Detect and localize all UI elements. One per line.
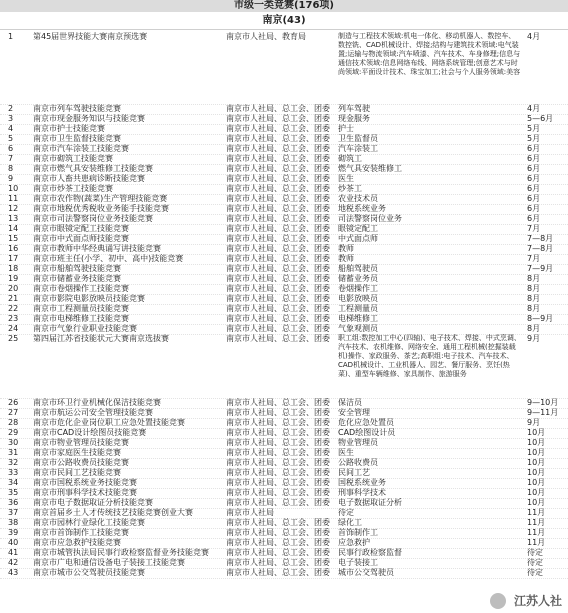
row-number: 24	[8, 324, 19, 333]
competition-name: 南京市城市公交驾驶员技能竞赛	[33, 568, 145, 577]
row-number: 4	[8, 124, 14, 133]
competition-table	[0, 32, 568, 613]
row-number: 34	[8, 478, 19, 487]
job-type: 待定	[338, 508, 354, 517]
time-period: 10月	[527, 438, 546, 447]
time-period: 8月	[527, 294, 541, 303]
competition-name: 南京市环卫行业机械化保洁技能竞赛	[33, 398, 161, 407]
job-type: 民间工艺	[338, 468, 370, 477]
job-type: 燃气具安装维修工	[338, 164, 402, 173]
time-period: 6月	[527, 164, 541, 173]
competition-name: 南京市卷烟操作工技能竞赛	[33, 284, 129, 293]
row-number: 15	[8, 234, 19, 243]
time-period: 4月	[527, 104, 541, 113]
organizer: 南京市人社局、总工会、团委	[226, 134, 330, 143]
row-number: 22	[8, 304, 19, 313]
organizer: 南京市人社局、总工会、团委	[226, 244, 330, 253]
organizer: 南京市人社局、总工会、团委	[226, 334, 330, 343]
job-type: 电影放映员	[338, 294, 378, 303]
competition-name: 南京市地税优秀税收业务能手技能竞赛	[33, 204, 169, 213]
organizer: 南京市人社局、总工会、团委	[226, 154, 330, 163]
job-type: 储蓄业务员	[338, 274, 378, 283]
competition-name: 南京市中式面点师技能竞赛	[33, 234, 129, 243]
time-period: 7月	[527, 224, 541, 233]
job-type: 眼镜定配工	[338, 224, 378, 233]
time-period: 8月	[527, 274, 541, 283]
job-type: 教师	[338, 254, 354, 263]
time-period: 6月	[527, 194, 541, 203]
row-number: 9	[8, 174, 14, 183]
row-number: 16	[8, 244, 19, 253]
organizer: 南京市人社局、总工会、团委	[226, 458, 330, 467]
job-type: 中式面点师	[338, 234, 378, 243]
competition-name: 南京市电子数据取证分析技能竞赛	[33, 498, 153, 507]
organizer: 南京市人社局、总工会、团委	[226, 324, 330, 333]
organizer: 南京市人社局、总工会、团委	[226, 488, 330, 497]
job-type: 物业管理员	[338, 438, 378, 447]
time-period: 6月	[527, 214, 541, 223]
watermark	[490, 592, 562, 610]
job-type: 现金服务	[338, 114, 370, 123]
time-period: 待定	[527, 568, 543, 577]
table-row	[0, 568, 568, 579]
competition-name: 南京市首饰制作工技能竞赛	[33, 528, 129, 537]
job-type: 职工组:数控加工中心(四轴)、电子技术、焊接、中式烹调、汽车技术、农机维修、网络安全、通用工程机械(挖掘装载机)操作、家政服务、茶艺;高职组:电子技术、汽车技术、CAD机械设计、工业机器人、园艺、餐厅服务、烹饪(热菜)、重型车辆维修、家具制作、旅游服务	[338, 334, 521, 378]
time-period: 10月	[527, 428, 546, 437]
time-period: 10月	[527, 488, 546, 497]
row-number: 25	[8, 334, 19, 343]
time-period: 9月	[527, 334, 541, 343]
organizer: 南京市人社局、总工会、团委	[226, 164, 330, 173]
job-type: 医生	[338, 174, 354, 183]
job-type: 教师	[338, 244, 354, 253]
row-number: 5	[8, 134, 14, 143]
row-number: 10	[8, 184, 19, 193]
competition-name: 南京市列车驾驶技能竞赛	[33, 104, 121, 113]
job-type: 卷烟操作工	[338, 284, 378, 293]
row-number: 21	[8, 294, 19, 303]
competition-name: 南京市护士技能竞赛	[33, 124, 105, 133]
time-period: 10月	[527, 448, 546, 457]
job-type: 公路收费员	[338, 458, 378, 467]
competition-name: 南京市农作物(蔬菜)生产管理技能竞赛	[33, 194, 168, 203]
row-number: 3	[8, 114, 14, 123]
row-number: 38	[8, 518, 19, 527]
row-number: 23	[8, 314, 19, 323]
time-period: 11月	[527, 518, 546, 527]
time-period: 10月	[527, 468, 546, 477]
row-number: 32	[8, 458, 19, 467]
time-period: 8—9月	[527, 314, 554, 323]
time-period: 9—10月	[527, 398, 559, 407]
time-period: 10月	[527, 498, 546, 507]
competition-name: 南京市现金服务知识与技能竞赛	[33, 114, 145, 123]
organizer: 南京市人社局、总工会、团委	[226, 408, 330, 417]
job-type: 国税系统业务	[338, 478, 386, 487]
competition-name: 南京市广电和通信设备电子装接工技能竞赛	[33, 558, 185, 567]
time-period: 8月	[527, 284, 541, 293]
organizer: 南京市人社局、总工会、团委	[226, 284, 330, 293]
job-type: 炒茶工	[338, 184, 362, 193]
time-period: 8月	[527, 324, 541, 333]
organizer: 南京市人社局、总工会、团委	[226, 548, 330, 557]
organizer: 南京市人社局、总工会、团委	[226, 214, 330, 223]
competition-name: 南京市班主任(小学、初中、高中)技能竞赛	[33, 254, 184, 263]
job-type: 地税系统业务	[338, 204, 386, 213]
city-heading: 南京(43)	[0, 14, 568, 30]
row-number: 17	[8, 254, 19, 263]
job-type: 首饰制作工	[338, 528, 378, 537]
time-period: 6月	[527, 184, 541, 193]
competition-name: 南京市人畜共患病诊断技能竞赛	[33, 174, 145, 183]
job-type: 气象观测员	[338, 324, 378, 333]
organizer: 南京市人社局、教育局	[226, 32, 306, 41]
competition-name: 南京市物业管理员技能竞赛	[33, 438, 129, 447]
row-number: 29	[8, 428, 19, 437]
organizer: 南京市人社局、总工会、团委	[226, 204, 330, 213]
time-period: 7月	[527, 254, 541, 263]
organizer: 南京市人社局、总工会、团委	[226, 438, 330, 447]
job-type: 列车驾驶	[338, 104, 370, 113]
organizer: 南京市人社局、总工会、团委	[226, 194, 330, 203]
competition-name: 南京市砌筑工技能竞赛	[33, 154, 113, 163]
row-number: 33	[8, 468, 19, 477]
competition-name: 南京市公路收费员技能竞赛	[33, 458, 129, 467]
row-number: 41	[8, 548, 19, 557]
organizer: 南京市人社局、总工会、团委	[226, 104, 330, 113]
competition-name: 南京市民间工艺技能竞赛	[33, 468, 121, 477]
row-number: 7	[8, 154, 14, 163]
competition-name: 南京市国税系统业务技能竞赛	[33, 478, 137, 487]
row-number: 14	[8, 224, 19, 233]
row-number: 18	[8, 264, 19, 273]
job-type: 绿化工	[338, 518, 362, 527]
job-type: 司法警察岗位业务	[338, 214, 402, 223]
competition-name: 南京市司法警察岗位业务技能竞赛	[33, 214, 153, 223]
table-row	[0, 334, 568, 399]
competition-name: 南京市炒茶工技能竞赛	[33, 184, 113, 193]
row-number: 19	[8, 274, 19, 283]
time-period: 6月	[527, 204, 541, 213]
organizer: 南京市人社局、总工会、团委	[226, 184, 330, 193]
job-type: 应急救护	[338, 538, 370, 547]
row-number: 26	[8, 398, 19, 407]
row-number: 13	[8, 214, 19, 223]
organizer: 南京市人社局、总工会、团委	[226, 294, 330, 303]
competition-name: 南京市储蓄业务技能竞赛	[33, 274, 121, 283]
job-type: 工程测量员	[338, 304, 378, 313]
time-period: 9月	[527, 418, 541, 427]
competition-name: 南京市教师中华经典诵写讲技能竞赛	[33, 244, 161, 253]
organizer: 南京市人社局	[226, 508, 274, 517]
time-period: 9—11月	[527, 408, 559, 417]
job-type: 刑事科学技术	[338, 488, 386, 497]
job-type: 危化应急处置员	[338, 418, 394, 427]
organizer: 南京市人社局、总工会、团委	[226, 568, 330, 577]
row-number: 2	[8, 104, 14, 113]
competition-name: 第四届江苏省技能状元大赛南京选拔赛	[33, 334, 169, 343]
job-type: 医生	[338, 448, 354, 457]
row-number: 40	[8, 538, 19, 547]
time-period: 待定	[527, 548, 543, 557]
job-type: 卫生监督员	[338, 134, 378, 143]
job-type: 电梯维修工	[338, 314, 378, 323]
job-type: 护士	[338, 124, 354, 133]
time-period: 10月	[527, 478, 546, 487]
organizer: 南京市人社局、总工会、团委	[226, 398, 330, 407]
job-type: 城市公交驾驶员	[338, 568, 394, 577]
competition-name: 南京市CAD设计绘图员技能竞赛	[33, 428, 147, 437]
organizer: 南京市人社局、总工会、团委	[226, 254, 330, 263]
competition-name: 南京市汽车涂装工技能竞赛	[33, 144, 129, 153]
competition-name: 南京市城管执法局民事行政检察监督业务技能竞赛	[33, 548, 209, 557]
time-period: 待定	[527, 558, 543, 567]
organizer: 南京市人社局、总工会、团委	[226, 114, 330, 123]
row-number: 39	[8, 528, 19, 537]
competition-name: 南京市园林行业绿化工技能竞赛	[33, 518, 145, 527]
row-number: 30	[8, 438, 19, 447]
row-number: 37	[8, 508, 19, 517]
row-number: 31	[8, 448, 19, 457]
row-number: 28	[8, 418, 19, 427]
row-number: 43	[8, 568, 19, 577]
time-period: 7—9月	[527, 264, 554, 273]
row-number: 6	[8, 144, 14, 153]
time-period: 7—8月	[527, 244, 554, 253]
row-number: 1	[8, 32, 14, 41]
job-type: CAD绘图设计员	[338, 428, 396, 437]
competition-name: 南京市工程测量员技能竞赛	[33, 304, 129, 313]
row-number: 12	[8, 204, 19, 213]
row-number: 35	[8, 488, 19, 497]
time-period: 6月	[527, 154, 541, 163]
job-type: 民事行政检察监督	[338, 548, 402, 557]
competition-name: 南京市危化企业岗位职工应急处置技能竞赛	[33, 418, 185, 427]
organizer: 南京市人社局、总工会、团委	[226, 224, 330, 233]
competition-name: 南京市电梯维修工技能竞赛	[33, 314, 129, 323]
competition-name: 南京市影院电影放映员技能竞赛	[33, 294, 145, 303]
competition-name: 南京市刑事科学技术技能竞赛	[33, 488, 137, 497]
job-type: 制造与工程技术领域:机电一体化、移动机器人、数控车、数控铣、CAD机械设计、焊接;结构与建筑技术领域:电气装置;运输与物流领域:汽车喷漆、汽车技术、车身修理;信息与通信技术领域:信息网络布线、网络系统管理;创意艺术与时尚领域:平面设计技术、珠宝加工;社会与个人服务领域:美容	[338, 32, 521, 76]
row-number: 11	[8, 194, 19, 203]
table-row	[0, 32, 568, 105]
competition-name: 南京首届乡土人才传统技艺技能竞赛创业大赛	[33, 508, 193, 517]
row-number: 42	[8, 558, 19, 567]
wechat-icon	[490, 593, 506, 609]
organizer: 南京市人社局、总工会、团委	[226, 468, 330, 477]
competition-name: 南京市燃气具安装维修工技能竞赛	[33, 164, 153, 173]
organizer: 南京市人社局、总工会、团委	[226, 558, 330, 567]
time-period: 5—6月	[527, 114, 554, 123]
organizer: 南京市人社局、总工会、团委	[226, 428, 330, 437]
organizer: 南京市人社局、总工会、团委	[226, 264, 330, 273]
time-period: 6月	[527, 174, 541, 183]
organizer: 南京市人社局、总工会、团委	[226, 418, 330, 427]
time-period: 8月	[527, 304, 541, 313]
competition-name: 第45届世界技能大赛南京预选赛	[33, 32, 148, 41]
organizer: 南京市人社局、总工会、团委	[226, 478, 330, 487]
job-type: 船舶驾驶员	[338, 264, 378, 273]
job-type: 电子数据取证分析	[338, 498, 402, 507]
organizer: 南京市人社局、总工会、团委	[226, 234, 330, 243]
time-period: 4月	[527, 32, 541, 41]
competition-name: 南京市应急救护技能竞赛	[33, 538, 121, 547]
job-type: 保洁员	[338, 398, 362, 407]
job-type: 安全管理	[338, 408, 370, 417]
time-period: 7—8月	[527, 234, 554, 243]
organizer: 南京市人社局、总工会、团委	[226, 518, 330, 527]
organizer: 南京市人社局、总工会、团委	[226, 498, 330, 507]
row-number: 20	[8, 284, 19, 293]
row-number: 8	[8, 164, 14, 173]
organizer: 南京市人社局、总工会、团委	[226, 538, 330, 547]
competition-name: 南京市卫生监督技能竞赛	[33, 134, 121, 143]
time-period: 5月	[527, 134, 541, 143]
organizer: 南京市人社局、总工会、团委	[226, 274, 330, 283]
organizer: 南京市人社局、总工会、团委	[226, 144, 330, 153]
organizer: 南京市人社局、总工会、团委	[226, 528, 330, 537]
time-period: 11月	[527, 528, 546, 537]
job-type: 农业技术员	[338, 194, 378, 203]
watermark-text: 江苏人社	[513, 593, 562, 608]
time-period: 5月	[527, 124, 541, 133]
time-period: 11月	[527, 508, 546, 517]
job-type: 汽车涂装工	[338, 144, 378, 153]
time-period: 11月	[527, 538, 546, 547]
organizer: 南京市人社局、总工会、团委	[226, 448, 330, 457]
competition-name: 南京市气象行业职业技能竞赛	[33, 324, 137, 333]
row-number: 27	[8, 408, 19, 417]
row-number: 36	[8, 498, 19, 507]
organizer: 南京市人社局、总工会、团委	[226, 304, 330, 313]
job-type: 电子装接工	[338, 558, 378, 567]
time-period: 10月	[527, 458, 546, 467]
organizer: 南京市人社局、总工会、团委	[226, 314, 330, 323]
job-type: 砌筑工	[338, 154, 362, 163]
time-period: 6月	[527, 144, 541, 153]
organizer: 南京市人社局、总工会、团委	[226, 174, 330, 183]
competition-name: 南京市船舶驾驶技能竞赛	[33, 264, 121, 273]
section-title: 市级一类竞赛(176项)	[0, 0, 568, 12]
organizer: 南京市人社局、总工会、团委	[226, 124, 330, 133]
competition-name: 南京市眼镜定配工技能竞赛	[33, 224, 129, 233]
competition-name: 南京市家庭医生技能竞赛	[33, 448, 121, 457]
competition-name: 南京市航运公司安全管理技能竞赛	[33, 408, 153, 417]
